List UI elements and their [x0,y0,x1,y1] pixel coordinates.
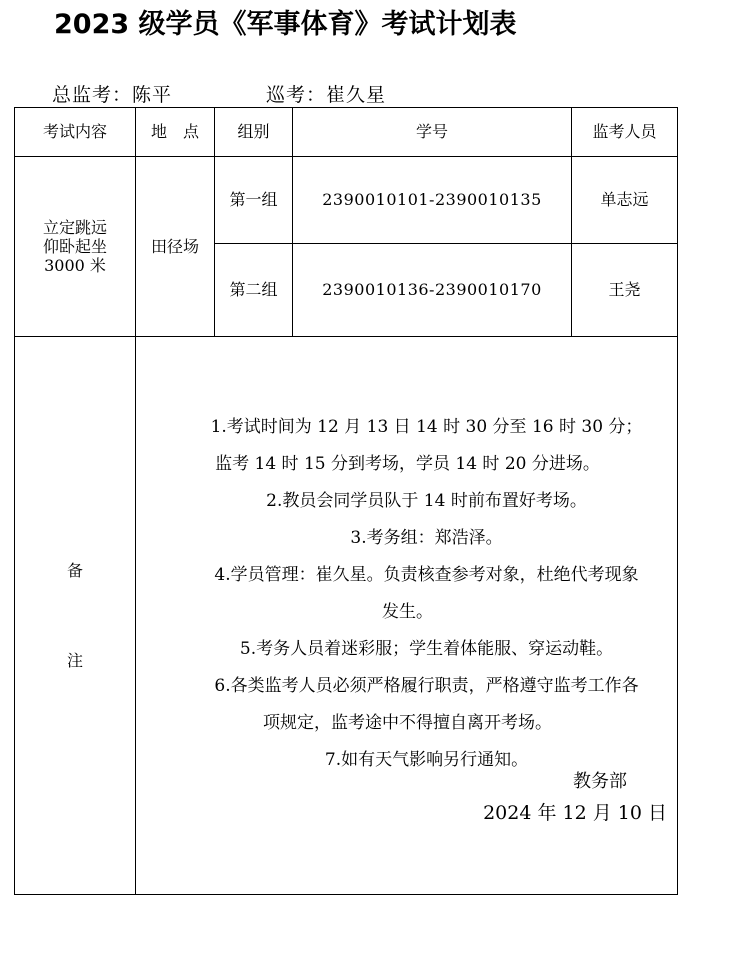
group-name: 第一组 [215,157,293,244]
remark-line: 4.学员管理：崔久星。负责核查参考对象，杜绝代考现象 [214,565,639,585]
remark-line: 发生。 [382,602,433,622]
proctor-name: 单志远 [572,157,678,244]
header-group: 组别 [215,108,293,157]
remarks-label [15,337,136,895]
chief-supervisor: 总监考：陈平 [52,84,173,106]
proctor-name: 王尧 [572,244,678,337]
table-row [15,157,678,244]
remark-line: 7.如有天气影响另行通知。 [324,750,529,770]
signature: 教务部 [573,771,627,792]
remark-line: 1.考试时间为 12 月 13 日 14 时 30 分至 16 时 30 分； [210,417,643,437]
exam-item: 仰卧起坐 [42,236,107,256]
table-header-row [15,108,678,157]
header-content: 考试内容 [15,108,136,157]
remarks-label-char: 注 [66,650,83,670]
exam-item: 立定跳远 [42,217,107,237]
group-name: 第二组 [215,244,293,337]
exam-item: 3000 米 [44,256,106,276]
exam-content-cell [15,157,136,337]
student-id-range: 2390010101-2390010135 [293,157,572,244]
remark-line: 5.考务人员着迷彩服；学生着体能服、穿运动鞋。 [239,639,614,659]
remark-line: 监考 14 时 15 分到考场，学员 14 时 20 分进场。 [215,454,600,474]
header-proctor: 监考人员 [572,108,678,157]
student-id-range: 2390010136-2390010170 [293,244,572,337]
remark-line: 项规定，监考途中不得擅自离开考场。 [263,713,552,733]
remark-line: 3.考务组：郑浩泽。 [350,528,503,548]
remark-line: 2.教员会同学员队于 14 时前布置好考场。 [266,491,587,511]
remarks-content [136,337,678,895]
location-cell: 田径场 [136,157,215,337]
remark-line: 6.各类监考人员必须严格履行职责，严格遵守监考工作各 [214,676,639,696]
remarks-row [15,337,678,895]
patrol-supervisor: 巡考：崔久星 [266,84,387,106]
page-title: 2023 级学员《军事体育》考试计划表 [54,9,517,40]
signature-date: 2024 年 12 月 10 日 [483,802,667,824]
exam-plan-table [14,107,678,895]
remarks-label-char: 备 [66,561,83,581]
header-location: 地 点 [136,108,215,157]
header-student-id: 学号 [293,108,572,157]
remarks-text [144,409,671,779]
